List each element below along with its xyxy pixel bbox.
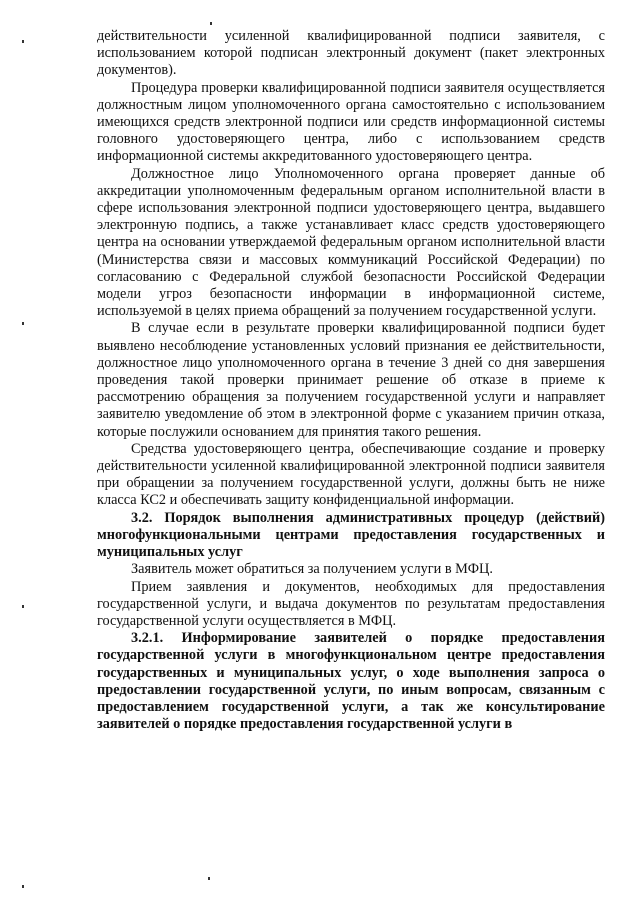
scan-dot [208, 877, 210, 880]
paragraph-refusal-notice: В случае если в результате проверки квалифицированной подписи будет выявлено несоблюдение установленных условий признания ее действительности, должностное лицо уполномоченного органа в течение 3 дней со дня завершения проведения такой проверки принимает решение об отказе в приеме к рассмотрению обращения за получением государственной услуги и направляет заявителю уведомление об этом в электронной форме с указанием причин отказа, которые послужили основанием для принятия такого решения. [97, 320, 605, 440]
scan-dot [22, 605, 24, 608]
paragraph-mfc-apply: Заявитель может обратиться за получением услуги в МФЦ. [131, 561, 493, 578]
page-text [97, 28, 605, 733]
scan-dot [22, 40, 24, 43]
paragraph-mfc-intake: Прием заявления и документов, необходимых для предоставления государственной услуги, и выдача документов по результатам предоставления государственной услуги осуществляется в МФЦ. [97, 578, 605, 629]
paragraph-ks2-requirements: Средства удостоверяющего центра, обеспечивающие создание и проверку действительности усиленной квалифицированной электронной подписи заявителя при обращении за получением государственной услуги, должны быть не ниже класса КС2 и обеспечивать защиту конфиденциальной информации. [97, 440, 605, 509]
paragraph-verification-procedure: Процедура проверки квалифицированной подписи заявителя осуществляется должностным лицом уполномоченного органа самостоятельно с использованием имеющихся средств электронной подписи или средств информационной системы головного удостоверяющего центра, либо с использованием средств информационной системы аккредитованного удостоверяющего центра. [97, 79, 605, 165]
paragraph-accreditation-check: Должностное лицо Уполномоченного органа проверяет данные об аккредитации уполномоченным федеральным органом исполнительной власти в сфере использования электронной подписи удостоверяющего центра, выдавшего электронную подпись, а также устанавливает класс средств удостоверяющего центра на основании утверждаемой федеральным органом исполнительной власти (Министерства связи и массовых коммуникаций Российской Федерации) по согласованию с Федеральной службой безопасности Российской Федерации модели угроз безопасности информации в информационной системе, используемой в целях приема обращений за получением государственной услуги. [97, 165, 605, 320]
scan-dot [22, 322, 24, 325]
scan-dot [210, 22, 212, 25]
section-heading-3-2-1: 3.2.1. Информирование заявителей о порядке предоставления государственной услуги в многофункциональном центре предоставления государственных и муниципальных услуг, о ходе выполнения запроса о предоставлении государственной услуги, по иным вопросам, связанным с предоставлением государственной услуги, а так же консультирование заявителей о порядке предоставления государственной услуги в [97, 630, 605, 733]
paragraph-signature-validity: действительности усиленной квалифицированной подписи заявителя, с использованием которой подписан электронный документ (пакет электронных документов). [97, 28, 605, 79]
scan-dot [22, 885, 24, 888]
section-heading-3-2: 3.2. Порядок выполнения административных процедур (действий) многофункциональными центрами предоставления государственных и муниципальных услуг [97, 509, 605, 561]
